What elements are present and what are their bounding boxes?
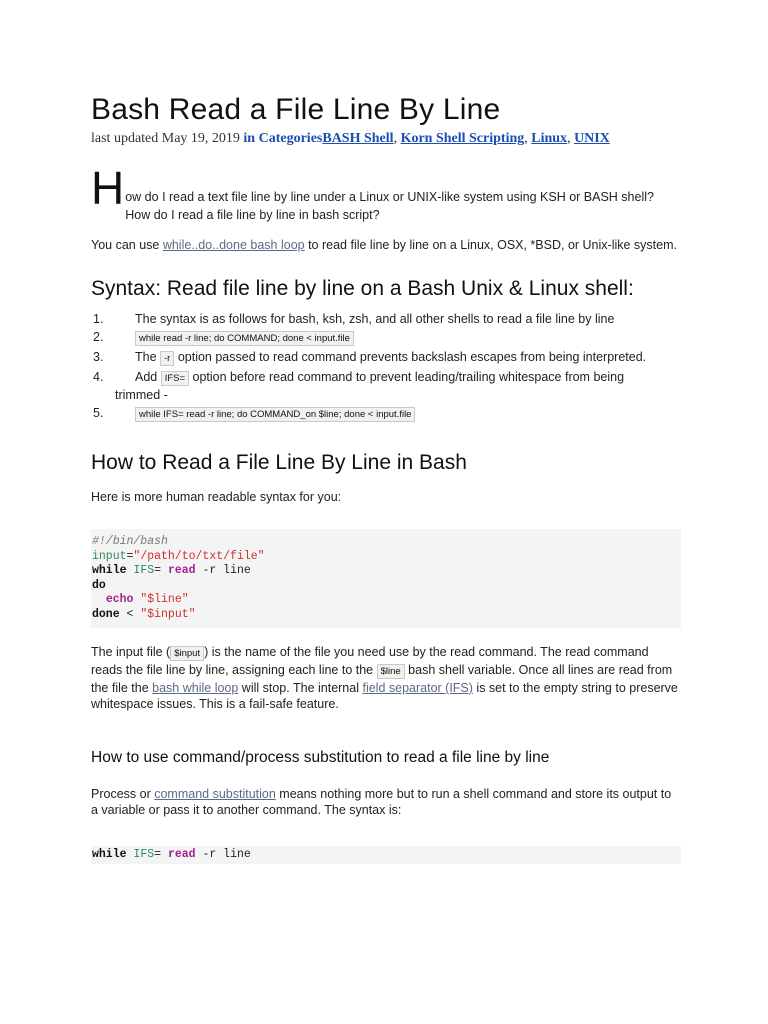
list-text: Add	[135, 370, 161, 384]
text: bash shell variable. Once all lines are read from the file the	[91, 663, 673, 695]
category-link-unix[interactable]: UNIX	[574, 131, 610, 146]
list-text: option passed to read command prevents backslash escapes from being interpreted.	[174, 350, 647, 364]
inline-code: while read -r line; do COMMAND; done < input.file	[135, 331, 354, 346]
updated-date: last updated May 19, 2019	[91, 131, 240, 146]
code-builtin: read	[167, 848, 196, 861]
post-meta	[91, 130, 681, 148]
substitution-paragraph	[91, 786, 681, 818]
list-item	[91, 369, 681, 403]
list-number: 5.	[93, 406, 104, 420]
code-keyword: while	[92, 848, 127, 861]
code-text: -r line	[195, 848, 251, 861]
intro-text: ow do I read a text file line by line under a Linux or UNIX-like system using KSH or BASH shell? How do I read a file line by line in bash script?	[125, 190, 654, 222]
text: to read file line by line on a Linux, OSX, *BSD, or Unix-like system.	[304, 238, 677, 252]
text: Process or	[91, 787, 155, 801]
text: is set to the empty string to preserve whitespace issues. This is a fail-safe feature.	[91, 681, 678, 711]
text: You can use	[91, 238, 163, 252]
code-string: "/path/to/txt/file"	[133, 549, 265, 563]
readable-intro: Here is more human readable syntax for you:	[91, 490, 342, 504]
code-keyword: do	[92, 578, 106, 592]
bash-while-loop-link[interactable]: bash while loop	[152, 681, 239, 695]
separator: ,	[524, 131, 528, 146]
list-item	[91, 349, 681, 367]
page-title: Bash Read a File Line By Line	[91, 93, 501, 126]
loop-paragraph	[91, 237, 681, 253]
code-op: =	[126, 549, 134, 563]
command-substitution-link[interactable]: command substitution	[154, 787, 276, 801]
code-keyword: done	[92, 607, 120, 621]
list-text: trimmed -	[115, 388, 168, 402]
code-op: =	[154, 564, 162, 577]
code-text: -r line	[195, 564, 251, 577]
category-link-korn[interactable]: Korn Shell Scripting	[400, 131, 525, 146]
substitution-heading: How to use command/process substitution to read a file line by line	[91, 749, 550, 766]
syntax-heading: Syntax: Read file line by line on a Bash Unix & Linux shell:	[91, 277, 634, 300]
code-block-2	[91, 846, 681, 864]
list-text: The	[135, 350, 161, 364]
text: ) is the name of the file you need use by the read command. The read command reads the file line by line, assigning each line to the	[91, 645, 649, 677]
list-text: option before read command to prevent leading/trailing whitespace from being	[189, 370, 625, 384]
list-item	[91, 311, 681, 327]
code-op: =	[154, 848, 162, 861]
text: means nothing more but to run a shell command and store its output to a variable or pass it to another command. The syntax is:	[91, 787, 672, 817]
drop-cap: H	[91, 162, 125, 214]
code-builtin: echo	[105, 593, 134, 606]
field-separator-link[interactable]: field separator (IFS)	[362, 681, 473, 695]
list-number: 3.	[93, 350, 104, 364]
article	[91, 92, 681, 864]
list-number: 1.	[93, 312, 104, 326]
while-loop-link[interactable]: while..do..done bash loop	[162, 238, 305, 252]
inline-code: $input	[170, 646, 204, 661]
list-text: The syntax is as follows for bash, ksh, zsh, and all other shells to read a file line by line	[135, 312, 615, 326]
how-to-heading: How to Read a File Line By Line in Bash	[91, 451, 467, 474]
separator: ,	[567, 131, 571, 146]
intro-paragraph	[91, 162, 681, 224]
code-builtin: read	[167, 564, 196, 577]
list-number: 2.	[93, 330, 104, 344]
input-file-paragraph	[91, 644, 681, 712]
code-string: "$input"	[140, 607, 196, 621]
inline-code: $line	[377, 664, 405, 679]
category-link-linux[interactable]: Linux	[531, 131, 568, 146]
syntax-steps	[91, 311, 681, 423]
code-block	[91, 529, 681, 628]
code-comment: #!/bin/bash	[92, 535, 168, 548]
separator: ,	[393, 131, 398, 146]
inline-code: IFS=	[161, 371, 189, 386]
list-number: 4.	[93, 370, 104, 384]
code-var: IFS	[133, 564, 155, 577]
list-item	[91, 405, 681, 423]
code-string: "$line"	[140, 593, 189, 606]
code-var: input	[92, 549, 127, 563]
inline-code: while IFS= read -r line; do COMMAND_on $line; done < input.file	[135, 407, 415, 422]
categories-label: in Categories	[243, 131, 323, 146]
code-keyword: while	[92, 564, 127, 577]
code-var: IFS	[133, 848, 155, 861]
code-op: <	[119, 607, 141, 621]
code-indent	[92, 593, 106, 606]
text: The input file (	[91, 645, 171, 659]
list-item	[91, 329, 681, 347]
category-link-bash[interactable]: BASH Shell	[322, 131, 394, 146]
inline-code: -r	[160, 351, 174, 366]
text: will stop. The internal	[238, 681, 363, 695]
